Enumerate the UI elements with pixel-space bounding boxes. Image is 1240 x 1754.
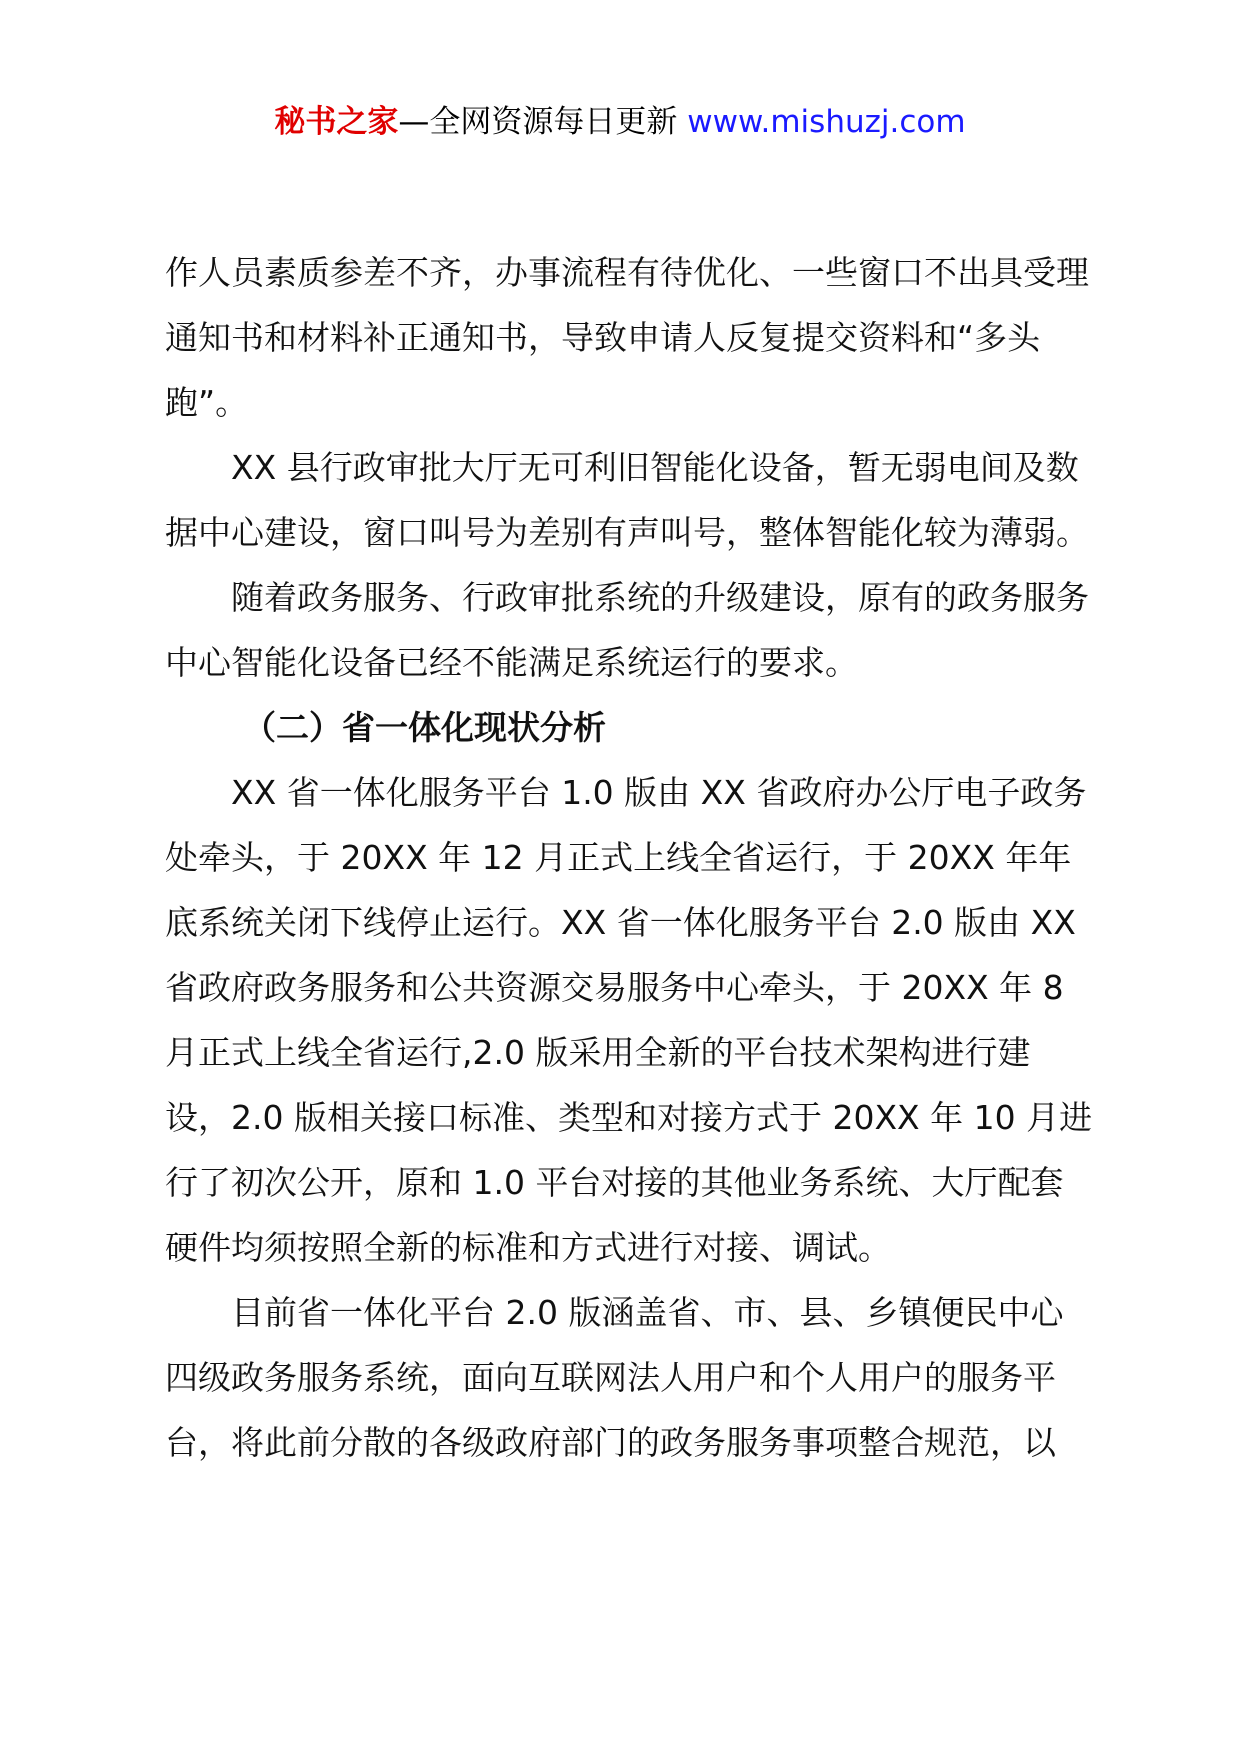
paragraph: 目前省一体化平台 2.0 版涵盖省、市、县、乡镇便民中心四级政务服务系统，面向互联网法人用户和个人用户的服务平台，将此前分散的各级政府部门的政务服务事项整合规范，以 [165, 1293, 1064, 1462]
brand-name: 秘书之家 [274, 104, 399, 140]
document-body [165, 240, 1095, 1475]
paragraph: XX 省一体化服务平台 1.0 版由 XX 省政府办公厅电子政务处牵头，于 20XX 年 12 月正式上线全省运行，于 20XX 年年底系统关闭下线停止运行。XX 省一体化服务平台 2.0 版由 XX 省政府政务服务和公共资源交易服务中心牵头，于 20XX 年 8 月正式上线全省运行,2.0 版采用全新的平台技术架构进行建设，2.0 版相关接口标准、类型和对接方式于 20XX 年 10 月进行了初次公开，原和 1.0 平台对接的其他业务系统、大厅配套硬件均须按照全新的标准和方式进行对接、调试。 [165, 773, 1093, 1267]
header-slogan: —全网资源每日更新 [398, 104, 688, 140]
section-heading: （二）省一体化现状分析 [243, 708, 606, 747]
paragraph: XX 县行政审批大厅无可利旧智能化设备，暂无弱电间及数据中心建设，窗口叫号为差别有声叫号，整体智能化较为薄弱。 [165, 448, 1089, 552]
paragraph: 随着政务服务、行政审批系统的升级建设，原有的政务服务中心智能化设备已经不能满足系统运行的要求。 [165, 578, 1089, 682]
paragraph-continuation: 作人员素质参差不齐，办事流程有待优化、一些窗口不出具受理通知书和材料补正通知书，导致申请人反复提交资料和“多头跑”。 [165, 253, 1089, 422]
page-header [0, 100, 1240, 144]
site-url-link[interactable]: www.mishuzj.com [687, 104, 966, 140]
